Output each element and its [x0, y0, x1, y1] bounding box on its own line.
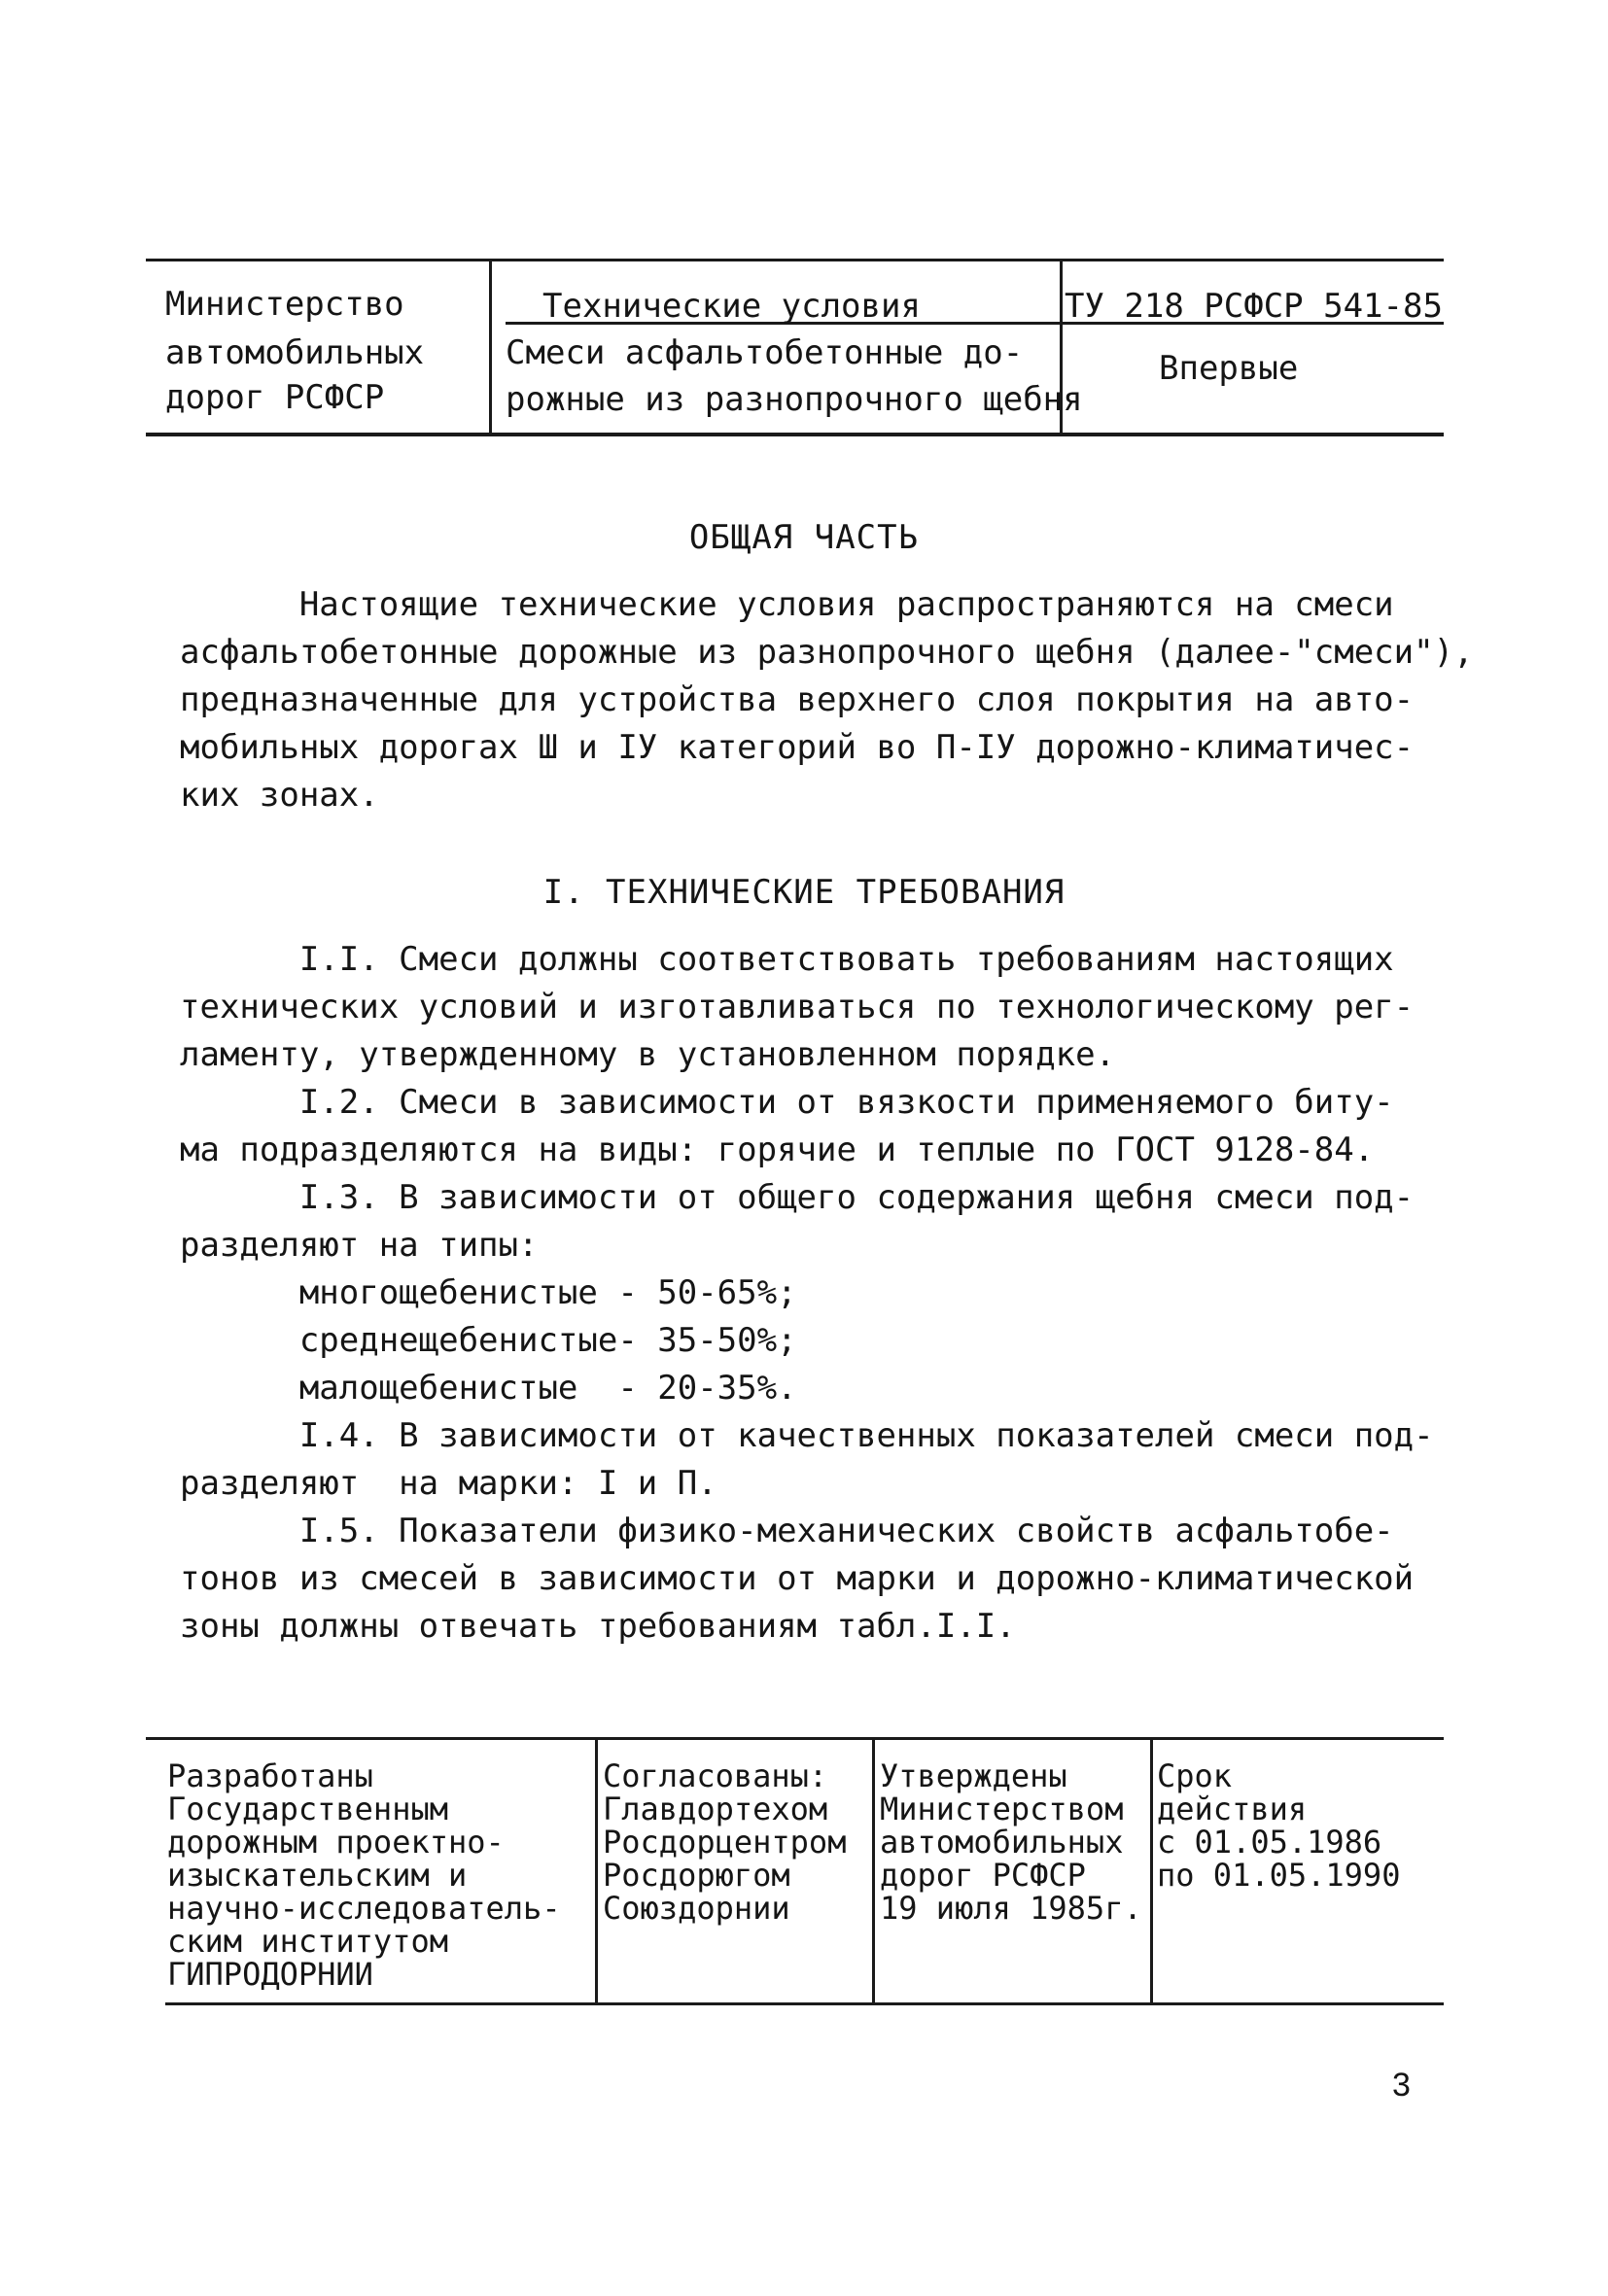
section-1-line: многощебенистые - 50-65%;: [180, 1273, 797, 1312]
section-1-body: [180, 936, 1463, 1651]
footer-divider-2: [872, 1737, 875, 2004]
footer-divider-1: [595, 1737, 598, 2004]
section-1-heading: I. ТЕХНИЧЕСКИЕ ТРЕБОВАНИЯ: [542, 873, 1066, 912]
developed-line-5: научно-исследователь-: [167, 1890, 561, 1927]
agreed-line-3: Росдорцентром: [603, 1824, 847, 1861]
ministry-org-line-1: Министерство: [165, 285, 404, 324]
page-number: 3: [1392, 2067, 1411, 2104]
section-1-line: тонов из смесей в зависимости от марки и дорожно-климатической: [180, 1559, 1415, 1598]
agreed-line-1: Согласованы:: [603, 1757, 828, 1794]
approved-line-1: Утверждены: [880, 1757, 1067, 1794]
agreed-line-2: Главдортехом: [603, 1791, 828, 1827]
general-line: мобильных дорогах Ш и IУ категорий во П-IУ дорожно-климатичес-: [180, 728, 1415, 767]
developed-line-1: Разработаны: [167, 1757, 373, 1794]
section-1-line: I.3. В зависимости от общего содержания щебня смеси под-: [180, 1178, 1415, 1217]
section-1-line: ламенту, утвержденному в установленном порядке.: [180, 1035, 1116, 1074]
footer-divider-3: [1150, 1737, 1153, 2004]
subject-line-2: рожные из разнопрочного щебня: [506, 380, 1083, 419]
general-line: Настоящие технические условия распространяются на смеси: [180, 585, 1394, 624]
approved-line-2: Министерством: [880, 1791, 1124, 1827]
section-1-line: среднещебенистые- 35-50%;: [180, 1321, 797, 1360]
approved-line-4: дорог РСФСР: [880, 1857, 1086, 1894]
validity-line-2: действия: [1157, 1791, 1308, 1827]
developed-line-7: ГИПРОДОРНИИ: [167, 1956, 373, 1993]
section-1-line: I.2. Смеси в зависимости от вязкости применяемого биту-: [180, 1083, 1394, 1122]
doc-number: ТУ 218 РСФСР 541-85: [1065, 287, 1443, 326]
section-1-line: I.4. В зависимости от качественных показателей смеси под-: [180, 1416, 1434, 1455]
section-1-line: малощебенистые - 20-35%.: [180, 1369, 797, 1408]
agreed-line-4: Росдорюгом: [603, 1857, 790, 1894]
section-1-line: разделяют на марки: I и П.: [180, 1464, 717, 1503]
general-paragraph: [180, 581, 1474, 819]
developed-line-6: ским институтом: [167, 1923, 448, 1960]
header-top-rule: [146, 259, 1444, 261]
doc-type: Технические условия: [542, 287, 921, 326]
ministry-org-line-2: автомобильных: [165, 333, 425, 372]
general-line: асфальтобетонные дорожные из разнопрочного щебня (далее-"смеси"),: [180, 633, 1474, 672]
developed-line-3: дорожным проектно-: [167, 1824, 505, 1861]
header-divider-1: [489, 259, 492, 434]
section-1-line: I.I. Смеси должны соответствовать требованиям настоящих: [180, 940, 1394, 979]
validity-line-3: с 01.05.1986: [1157, 1824, 1382, 1861]
section-1-line: зоны должны отвечать требованиям табл.I.I.: [180, 1607, 1016, 1646]
section-1-line: ма подразделяются на виды: горячие и теплые по ГОСТ 9128-84.: [180, 1131, 1375, 1169]
general-line: предназначенные для устройства верхнего слоя покрытия на авто-: [180, 680, 1415, 719]
ministry-org-line-3: дорог РСФСР: [165, 378, 385, 417]
validity-line-1: Срок: [1157, 1757, 1233, 1794]
footer-bottom-rule: [165, 2002, 1444, 2005]
section-1-line: технических условий и изготавливаться по технологическому рег-: [180, 988, 1415, 1026]
footer-top-rule: [146, 1737, 1444, 1740]
doc-status: Впервые: [1159, 349, 1299, 388]
header-bottom-rule: [146, 433, 1444, 436]
general-heading: ОБЩАЯ ЧАСТЬ: [688, 518, 920, 557]
developed-line-2: Государственным: [167, 1791, 448, 1827]
approved-line-3: автомобильных: [880, 1824, 1124, 1861]
general-line: ких зонах.: [180, 776, 379, 815]
agreed-line-5: Союздорнии: [603, 1890, 790, 1927]
section-1-line: I.5. Показатели физико-механических свойств асфальтобе-: [180, 1512, 1394, 1550]
section-1-line: разделяют на типы:: [180, 1226, 539, 1265]
subject-line-1: Смеси асфальтобетонные до-: [506, 333, 1024, 372]
developed-line-4: изыскательским и: [167, 1857, 468, 1894]
approved-line-5: 19 июля 1985г.: [880, 1890, 1142, 1927]
validity-line-4: по 01.05.1990: [1157, 1857, 1401, 1894]
